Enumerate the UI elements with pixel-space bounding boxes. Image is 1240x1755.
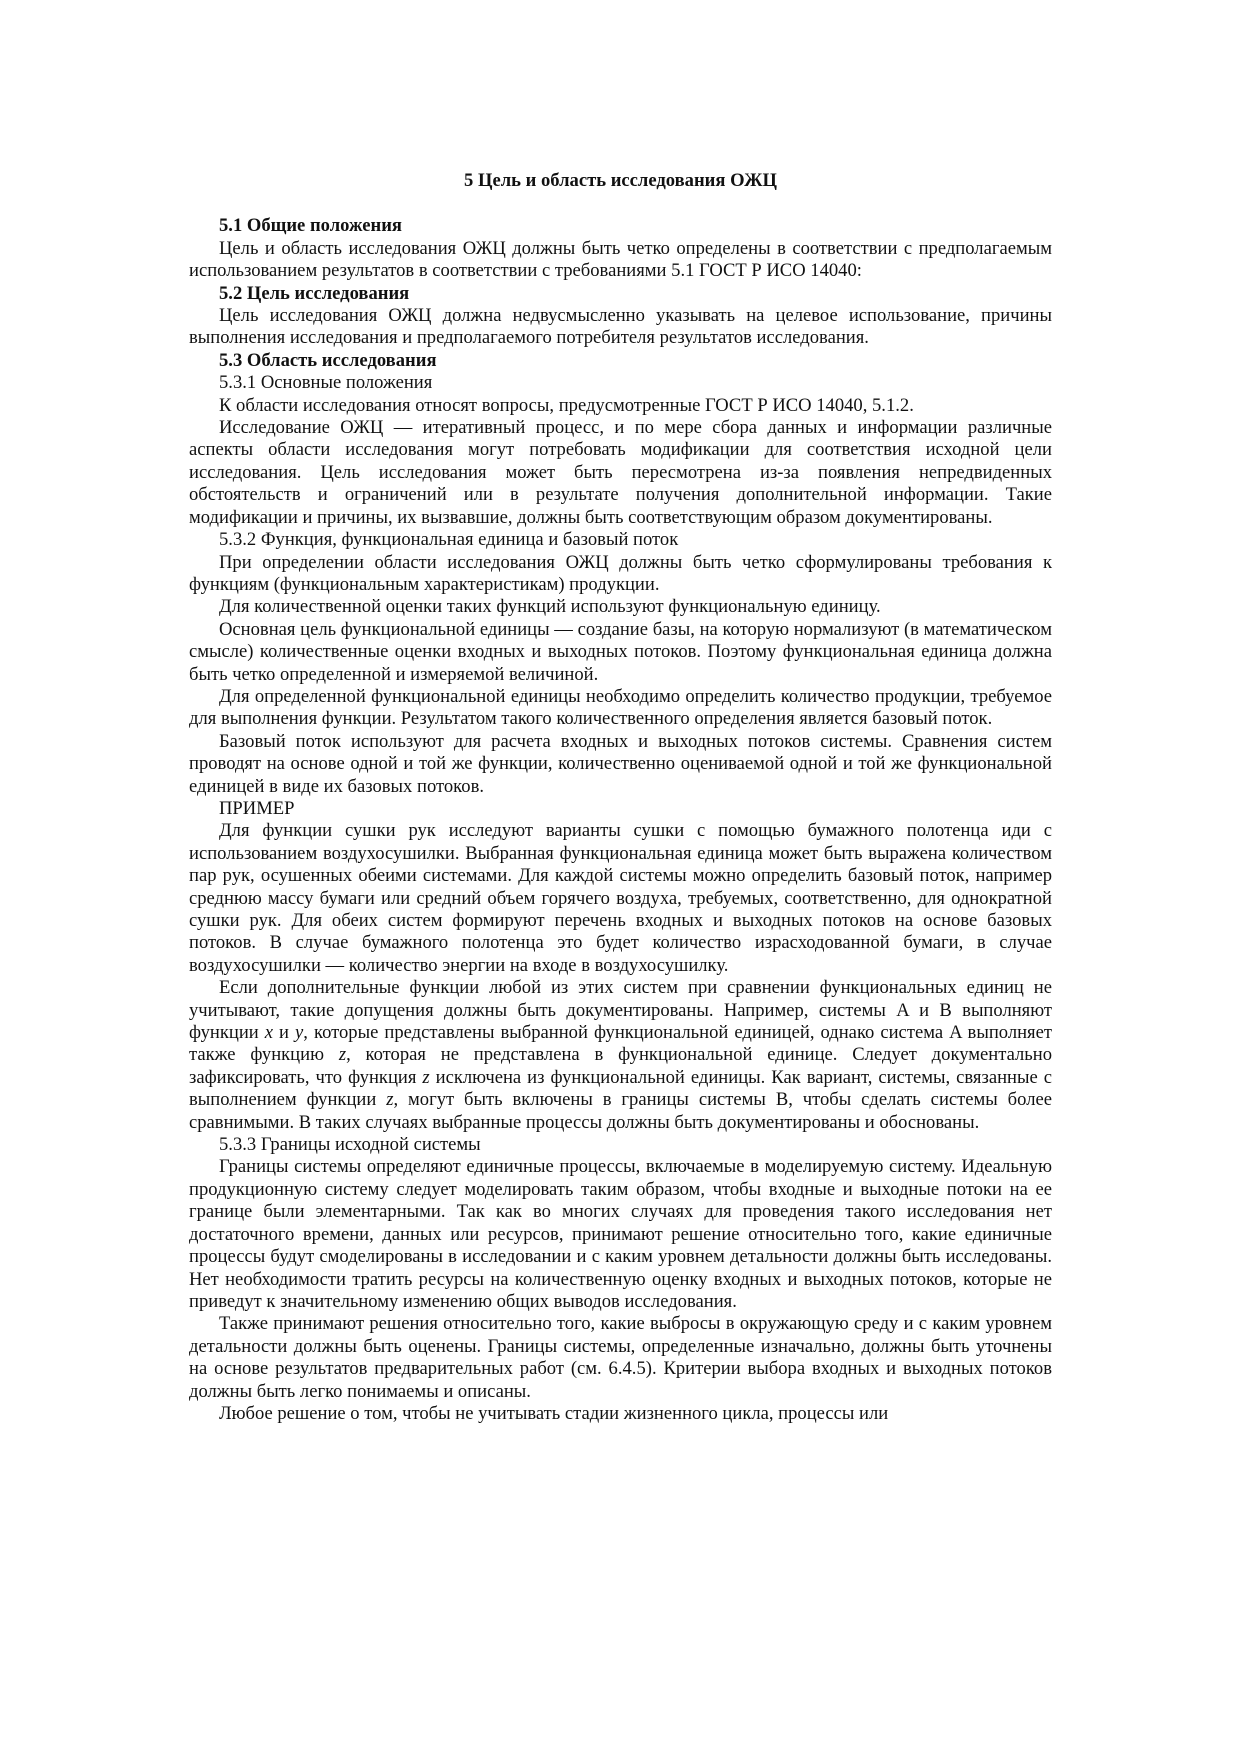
paragraph: Границы системы определяют единичные процессы, включаемые в моделируемую систему. Идеальную продукционную систему следует моделировать таким образом, чтобы входные и выходные потоки на ее границе были элементарными. Так как во многих случаях для проведения такого исследования нет достаточного времени, данных или ресурсов, принимают решение относительно того, какие единичные процессы будут смоделированы в исследовании и с каким уровнем детальности должны быть исследованы. Нет необходимости тратить ресурсы на количественную оценку входных и выходных потоков, которые не приведут к значительному изменению общих выводов исследования. (189, 1156, 1052, 1312)
text-run: , которые представлены выбранной функциональной единицей, однако система A выполняет также функцию (189, 1022, 1052, 1066)
example-paragraph: Для функции сушки рук исследуют варианты сушки с помощью бумажного полотенца иди с использованием воздухосушилки. Выбранная функциональная единица может быть выражена количеством пар рук, осушенных обеими системами. Для каждой системы можно определить базовый поток, например среднюю массу бумаги или средний объем горячего воздуха, требуемых, соответственно, для однократной сушки рук. Для обеих систем формируют перечень входных и выходных потоков на основе базовых потоков. В случае бумажного полотенца это будет количество израсходованной бумаги, в случае воздухосушилки — количество энергии на входе в воздухосушилку. (189, 820, 1052, 976)
section-heading-5-2: 5.2 Цель исследования (219, 282, 410, 304)
paragraph: Также принимают решения относительно того, какие выбросы в окружающую среду и с каким уровнем детальности должны быть оценены. Границы системы, определенные изначально, должны быть уточнены на основе результатов предварительных работ (см. 6.4.5). Критерии выбора входных и выходных потоков должны быть легко понимаемы и описаны. (189, 1313, 1052, 1402)
paragraph: Исследование ОЖЦ — итеративный процесс, и по мере сбора данных и информации различные аспекты области исследования могут потребовать модификации для соответствия исходной цели исследования. Цель исследования может быть пересмотрена из-за появления непредвиденных обстоятельств и ограничений или в результате получения дополнительной информации. Такие модификации и причины, их вызвавшие, должны быть соответствующим образом документированы. (189, 417, 1052, 528)
page-title: 5 Цель и область исследования ОЖЦ (464, 170, 777, 191)
subsection-heading-5-3-1: 5.3.1 Основные положения (219, 372, 433, 394)
paragraph: Для определенной функциональной единицы необходимо определить количество продукции, требуемое для выполнения функции. Результатом такого количественного определения является базовый поток. (189, 685, 1052, 730)
var-y: y (295, 1022, 304, 1044)
paragraph: При определении области исследования ОЖЦ должны быть четко сформулированы требования к функциям (функциональным характеристикам) продукции. (189, 551, 1052, 595)
example-label: ПРИМЕР (219, 797, 295, 819)
var-z: z (386, 1089, 394, 1111)
paragraph: Любое решение о том, чтобы не учитывать стадии жизненного цикла, процессы или (219, 1402, 889, 1424)
text-run: исключена из функциональной единицы. Как вариант, системы, связанные с выполнением функции (189, 1066, 1052, 1111)
paragraph: Цель исследования ОЖЦ должна недвусмысленно указывать на целевое использование, причины выполнения исследования и предполагаемого потребителя результатов исследования. (189, 305, 1052, 349)
document-page (189, 170, 1052, 1425)
var-z: z (422, 1066, 430, 1088)
var-x: x (264, 1022, 274, 1044)
text-run: , которая не представлена в функциональной единице. Следует документально зафиксировать, что функция (189, 1044, 1053, 1088)
section-heading-5-1: 5.1 Общие положения (219, 215, 402, 237)
paragraph-functions (189, 977, 1052, 1134)
paragraph: Основная цель функциональной единицы — создание базы, на которую нормализуют (в математическом смысле) количественные оценки входных и выходных потоков. Поэтому функциональная единица должна быть четко определенной и измеряемой величиной. (189, 618, 1052, 685)
text-run: и (273, 1022, 296, 1044)
text-run: , могут быть включены в границы системы B, чтобы сделать системы более сравнимыми. В таких случаях выбранные процессы должны быть документированы и обоснованы. (189, 1089, 1052, 1133)
subsection-heading-5-3-2: 5.3.2 Функция, функциональная единица и базовый поток (219, 529, 679, 551)
paragraph: К области исследования относят вопросы, предусмотренные ГОСТ Р ИСО 14040, 5.1.2. (219, 394, 914, 416)
section-heading-5-3: 5.3 Область исследования (219, 349, 437, 371)
paragraph: Базовый поток используют для расчета входных и выходных потоков системы. Сравнения систем проводят на основе одной и той же функции, количественно оцениваемой одной и той же функциональной единицей в виде их базовых потоков. (189, 730, 1052, 797)
paragraph: Для количественной оценки таких функций используют функциональную единицу. (219, 596, 881, 618)
text-run: Если дополнительные функции любой из этих систем при сравнении функциональных единиц не учитывают, такие допущения должны быть документированы. Например, системы A и B выполняют функции (189, 977, 1052, 1044)
subsection-heading-5-3-3: 5.3.3 Границы исходной системы (219, 1134, 481, 1156)
var-z: z (338, 1044, 347, 1066)
paragraph: Цель и область исследования ОЖЦ должны быть четко определены в соответствии с предполагаемым использованием результатов в соответствии с требованиями 5.1 ГОСТ Р ИСО 14040: (189, 237, 1052, 282)
